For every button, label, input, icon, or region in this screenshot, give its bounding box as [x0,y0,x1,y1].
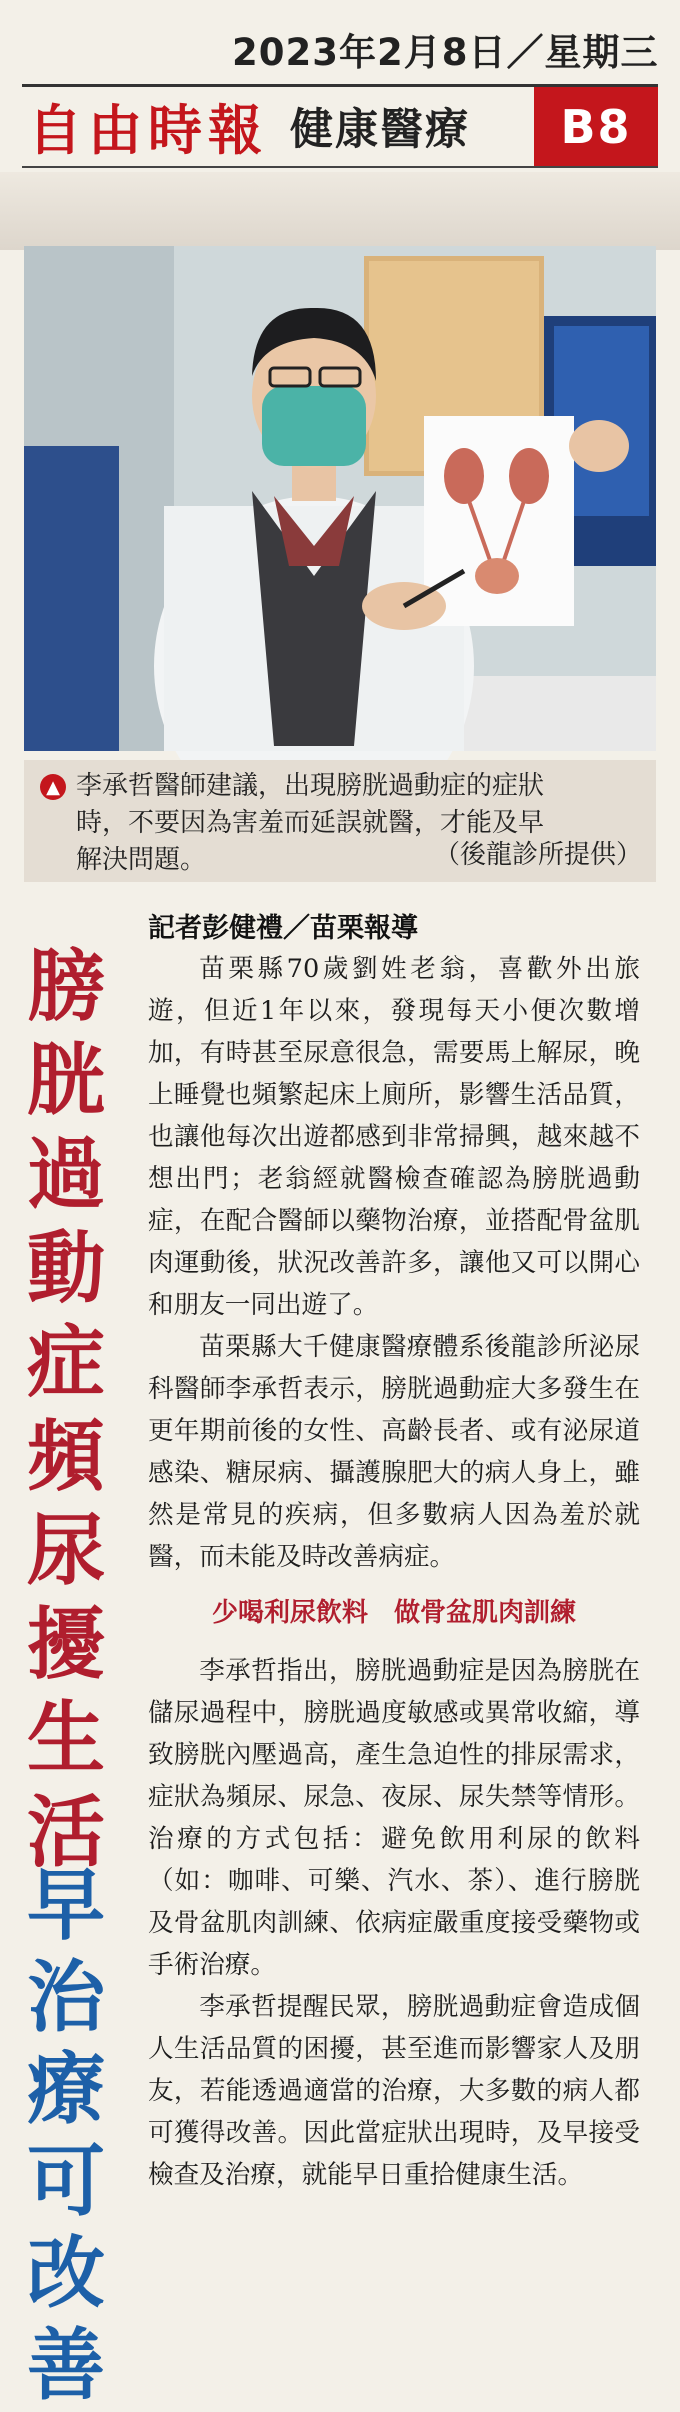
decorative-band [0,172,680,250]
paragraph-4: 李承哲提醒民眾，膀胱過動症會造成個人生活品質的困擾，甚至進而影響家人及朋友，若能透過適當的治療，大多數的病人都可獲得改善。因此當症狀出現時，及早接受檢查及治療，就能早日重拾健康生活。 [148,1992,640,2190]
byline: 記者彭健禮／苗栗報導 [148,913,418,944]
article-body [148,948,640,2196]
caption-text-line1: 李承哲醫師建議，出現膀胱過動症的症狀 [76,771,545,801]
masthead [22,84,658,168]
section-name: 健康醫療 [290,105,470,155]
caption-text-line3: 解決問題。 [76,845,207,875]
caption-text-line2: 時，不要因為害羞而延誤就醫，才能及早 [76,808,545,838]
headline: 膀胱過動症頻尿擾生活 [26,941,105,1878]
publication-date: 2023年2月8日／星期三 [232,31,659,74]
paragraph-2: 苗栗縣大千健康醫療體系後龍診所泌尿科醫師李承哲表示，膀胱過動症大多發生在更年期前後的女性、高齡長者、或有泌尿道感染、糖尿病、攝護腺肥大的病人身上，雖然是常見的疾病，但多數病人因為羞於就醫，而未能及時改善病症。 [148,1332,640,1572]
paragraph-1: 苗栗縣70歲劉姓老翁，喜歡外出旅遊，但近1年以來，發現每天小便次數增加，有時甚至尿意很急，需要馬上解尿，晚上睡覺也頻繁起床上廁所，影響生活品質，也讓他每次出遊都感到非常掃興，越來越不想出門；老翁經就醫檢查確認為膀胱過動症，在配合醫師以藥物治療，並搭配骨盆肌肉運動後，狀況改善許多，讓他又可以開心和朋友一同出遊了。 [148,954,640,1320]
photo-credit: （後龍診所提供） [433,840,642,870]
doctor-photo-illustration [24,246,656,751]
newspaper-logo: 自由時報 [28,98,268,162]
caption-arrow-icon: ▲ [40,774,66,800]
article-photo [24,246,656,751]
subheadline: 早治療可改善 [26,1861,105,2411]
section-heading: 少喝利尿飲料 做骨盆肌肉訓練 [211,1598,576,1628]
paragraph-3: 李承哲指出，膀胱過動症是因為膀胱在儲尿過程中，膀胱過度敏感或異常收縮，導致膀胱內壓過高，產生急迫性的排尿需求，症狀為頻尿、尿急、夜尿、尿失禁等情形。治療的方式包括：避免飲用利尿的飲料（如：咖啡、可樂、汽水、茶）、進行膀胱及骨盆肌肉訓練、依病症嚴重度接受藥物或手術治療。 [148,1656,640,1980]
page-number-badge: B8 [534,87,658,166]
photo-caption [24,760,656,882]
